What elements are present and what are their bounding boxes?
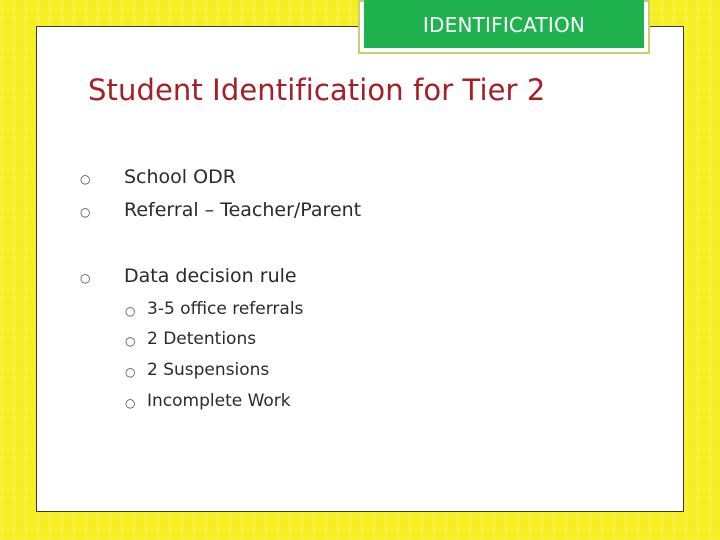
slide-title: Student Identification for Tier 2 — [88, 73, 546, 107]
subbullet-circle-icon: ○ — [125, 365, 136, 379]
bullet-text: Data decision rule — [124, 265, 297, 287]
bullet-data-decision-rule — [80, 265, 297, 287]
subbullet-circle-icon: ○ — [125, 334, 136, 348]
subbullet-office-referrals — [125, 299, 304, 319]
bullet-text: Referral – Teacher/Parent — [124, 199, 362, 221]
subbullet-text: 3-5 office referrals — [147, 299, 304, 319]
bullet-circle-icon: ○ — [80, 271, 91, 285]
subbullet-circle-icon: ○ — [125, 396, 136, 410]
subbullet-incomplete-work — [125, 391, 291, 411]
bullet-circle-icon: ○ — [80, 172, 91, 186]
bullet-school-odr — [80, 166, 236, 188]
bullet-circle-icon: ○ — [80, 205, 91, 219]
subbullet-text: 2 Suspensions — [147, 360, 270, 380]
subbullet-text: 2 Detentions — [147, 329, 257, 349]
subbullet-circle-icon: ○ — [125, 304, 136, 318]
section-tag: IDENTIFICATION — [364, 0, 644, 48]
subbullet-text: Incomplete Work — [147, 391, 291, 411]
subbullet-detentions — [125, 329, 257, 349]
bullet-referral — [80, 199, 362, 221]
bullet-text: School ODR — [124, 166, 236, 188]
subbullet-suspensions — [125, 360, 270, 380]
